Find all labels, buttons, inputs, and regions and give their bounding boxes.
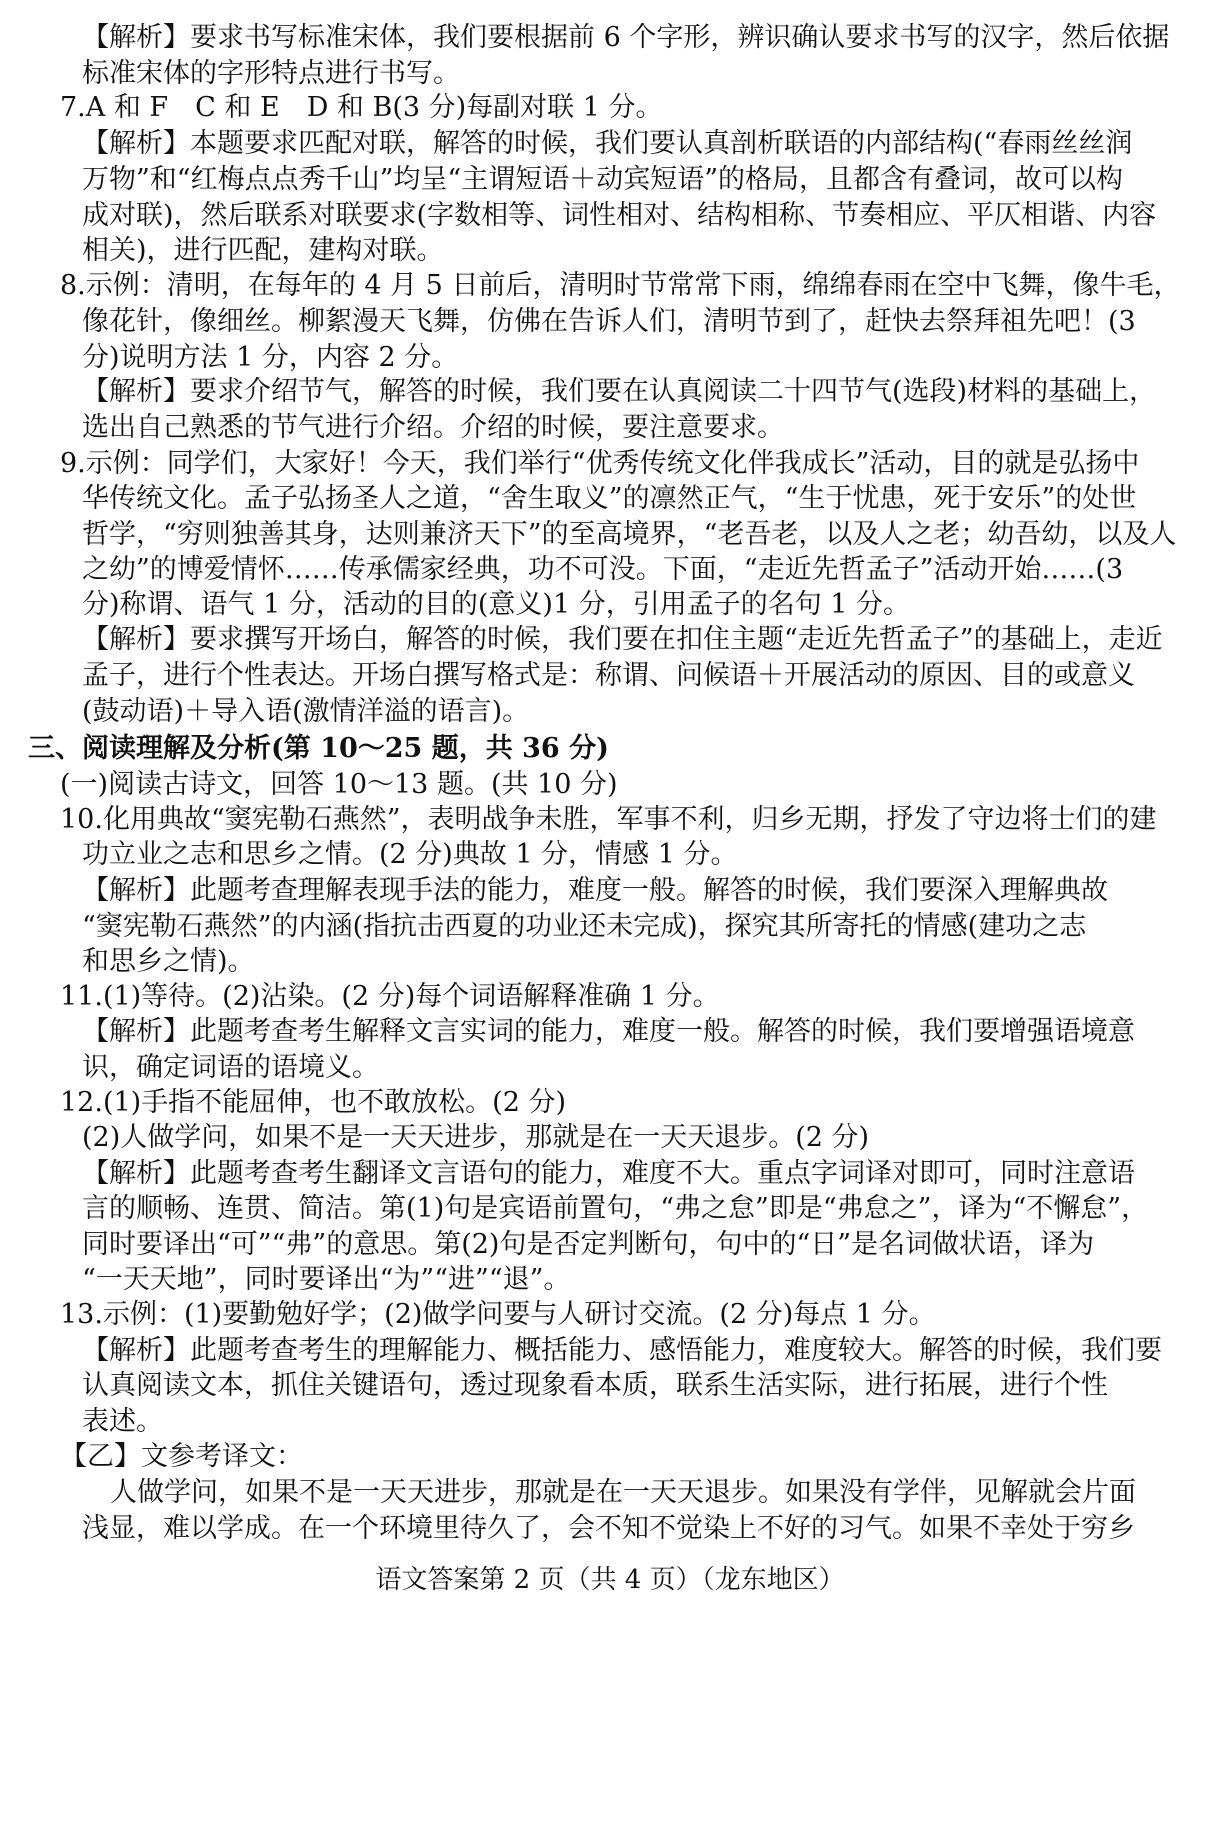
document-page: 【解析】要求书写标准宋体，我们要根据前 6 个字形，辨识确认要求书写的汉字，然后依据 标准宋体的字形特点进行书写。 7.A 和 F C 和 E D 和 B(3 分)每副对联 1 分。 【解析】本题要求匹配对联，解答的时候，我们要认真剖析联语的内部结构(“春雨丝丝润 万物”和“红梅点点秀千山”均呈“主谓短语＋动宾短语”的格局，且都含有叠词，故可以构 成对联)，然后联系对联要求(字数相等、词性相对、结构相称、节奏相应、平仄相谐、内容 相关)，进行匹配，建构对联。 8.示例：清明，在每年的 4 月 5 日前后，清明时节常常下雨，绵绵春雨在空中飞舞，像牛毛， 像花针，像细丝。柳絮漫天飞舞，仿佛在告诉人们，清明节到了，赶快去祭拜祖先吧！(3 分)说明方法 1 分，内容 2 分。 【解析】要求介绍节气，解答的时候，我们要在认真阅读二十四节气(选段)材料的基础上， 选出自己熟悉的节气进行介绍。介绍的时候，要注意要求。 9.示例：同学们，大家好！今天，我们举行“优秀传统文化伴我成长”活动，目的就是弘扬中 华传统文化。孟子弘扬圣人之道，“舍生取义”的凛然正气，“生于忧患，死于安乐”的处世 哲学，“穷则独善其身，达则兼济天下”的至高境界，“老吾老，以及人之老；幼吾幼，以及人 之幼”的博爱情怀……传承儒家经典，功不可没。下面，“走近先哲孟子”活动开始……(3 分)称谓、语气 1 分，活动的目的(意义)1 分，引用孟子的名句 1 分。 【解析】要求撰写开场白，解答的时候，我们要在扣住主题“走近先哲孟子”的基础上，走近 孟子，进行个性表达。开场白撰写格式是：称谓、问候语＋开展活动的原因、目的或意义 (鼓动语)＋导入语(激情洋溢的语言)。 三、阅读理解及分析(第 10～25 题，共 36 分) (一)阅读古诗文，回答 10～13 题。(共 10 分) 10.化用典故“窦宪勒石燕然”，表明战争未胜，军事不利，归乡无期，抒发了守边将士们的建 功立业之志和思乡之情。(2 分)典故 1 分，情感 1 分。 【解析】此题考查理解表现手法的能力，难度一般。解答的时候，我们要深入理解典故 “窦宪勒石燕然”的内涵(指抗击西夏的功业还未完成)，探究其所寄托的情感(建功之志 和思乡之情)。 11.(1)等待。(2)沾染。(2 分)每个词语解释准确 1 分。 【解析】此题考查考生解释文言实词的能力，难度一般。解答的时候，我们要增强语境意 识，确定词语的语境义。 12.(1)手指不能屈伸，也不敢放松。(2 分) (2)人做学问，如果不是一天天进步，那就是在一天天退步。(2 分) 【解析】此题考查考生翻译文言语句的能力，难度不大。重点字词译对即可，同时注意语 言的顺畅、连贯、简洁。第(1)句是宾语前置句，“弗之怠”即是“弗怠之”，译为“不懈怠”， 同时要译出“可”“弗”的意思。第(2)句是否定判断句，句中的“日”是名词做状语，译为 “一天天地”，同时要译出“为”“进”“退”。 13.示例：(1)要勤勉好学；(2)做学问要与人研讨交流。(2 分)每点 1 分。 【解析】此题考查考生的理解能力、概括能力、感悟能力，难度较大。解答的时候，我们要 认真阅读文本，抓住关键语句，透过现象看本质，联系生活实际，进行拓展，进行个性 表述。 【乙】文参考译文： 人做学问，如果不是一天天进步，那就是在一天天退步。如果没有学伴，见解就会片面 浅显，难以学成。在一个环境里待久了，会不知不觉染上不好的习气。如果不幸处于穷乡 语文答案第 2 页（共 4 页）（龙东地区） <box>28 22 1181 1595</box>
